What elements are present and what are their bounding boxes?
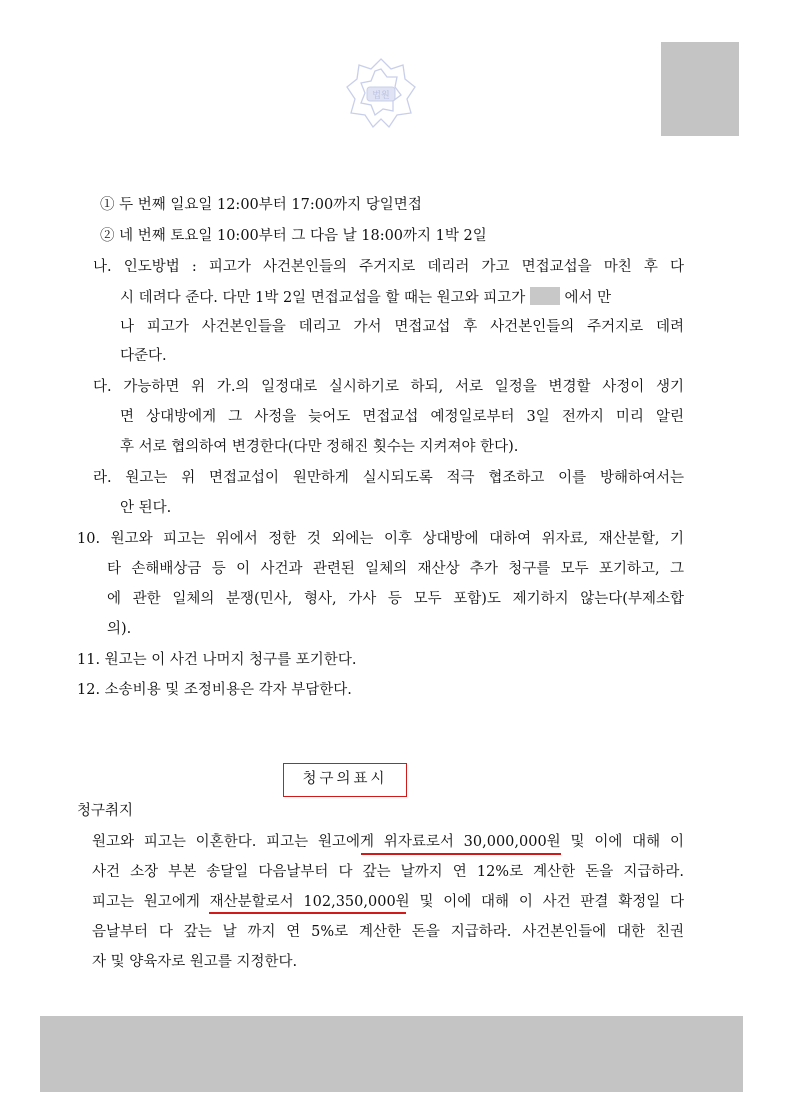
inline-redaction: [530, 287, 560, 305]
list-item: 에 관한 일체의 분쟁(민사, 형사, 가사 등 모두 포함)도 제기하지 않는다(부제소합: [107, 591, 684, 607]
redaction-block-top-right: [661, 42, 739, 136]
claim-heading: 청구취지: [77, 803, 134, 819]
list-item: 나 피고가 사건본인들을 데리고 가서 면접교섭 후 사건본인들의 주거지로 데려: [120, 319, 684, 335]
claim-line: 원고와 피고는 이혼한다. 피고는 원고에게 위자료로서 30,000,000원 및 이에 대해 이: [92, 834, 684, 850]
list-item: 의).: [107, 621, 132, 637]
list-item: 11. 원고는 이 사건 나머지 청구를 포기한다.: [77, 652, 357, 668]
list-item: 다준다.: [120, 348, 167, 364]
list-item: 12. 소송비용 및 조정비용은 각자 부담한다.: [77, 682, 352, 698]
list-item: 라. 원고는 위 면접교섭이 원만하게 실시되도록 적극 협조하고 이를 방해하여서는: [93, 470, 684, 486]
list-item: [120, 287, 684, 308]
redaction-block-bottom: [40, 1016, 743, 1092]
list-item: 나. 인도방법 : 피고가 사건본인들의 주거지로 데리러 가고 면접교섭을 마친 후 다: [93, 259, 684, 275]
claim-line: 자 및 양육자로 원고를 지정한다.: [92, 954, 298, 970]
underline-annotation: [361, 853, 561, 855]
list-item: ② 네 번째 토요일 10:00부터 그 다음 날 18:00까지 1박 2일: [100, 228, 487, 244]
seal-text: 법원: [372, 91, 390, 101]
text-fragment: 시 데려다 준다. 다만 1박 2일 면접교섭을 할 때는 원고와 피고가: [120, 290, 526, 306]
list-item: 다. 가능하면 위 가.의 일정대로 실시하기로 하되, 서로 일정을 변경할 사정이 생기: [93, 379, 684, 395]
claim-line: 사건 소장 부본 송달일 다음날부터 다 갚는 날까지 연 12%로 계산한 돈을 지급하라.: [92, 864, 684, 880]
claim-section-title: 청구의표시: [283, 763, 407, 797]
list-item: ① 두 번째 일요일 12:00부터 17:00까지 당일면접: [100, 197, 422, 213]
list-item: 안 된다.: [120, 500, 172, 516]
list-item: 타 손해배상금 등 이 사건과 관련된 일체의 재산상 추가 청구를 모두 포기하고, 그: [107, 561, 684, 577]
underline-annotation: [209, 912, 406, 914]
text-fragment: 에서 만: [564, 290, 612, 306]
list-item: 10. 원고와 피고는 위에서 정한 것 외에는 이후 상대방에 대하여 위자료, 재산분할, 기: [77, 531, 684, 547]
list-item: 후 서로 협의하여 변경한다(다만 정해진 횟수는 지켜져야 한다).: [120, 439, 519, 455]
court-seal-watermark: [343, 55, 419, 131]
claim-line: 피고는 원고에게 재산분할로서 102,350,000원 및 이에 대해 이 사건 판결 확정일 다: [92, 894, 684, 910]
list-item: 면 상대방에게 그 사정을 늦어도 면접교섭 예정일로부터 3일 전까지 미리 알린: [120, 409, 684, 425]
claim-line: 음날부터 다 갚는 날 까지 연 5%로 계산한 돈을 지급하라. 사건본인들에 대한 친권: [92, 924, 684, 940]
